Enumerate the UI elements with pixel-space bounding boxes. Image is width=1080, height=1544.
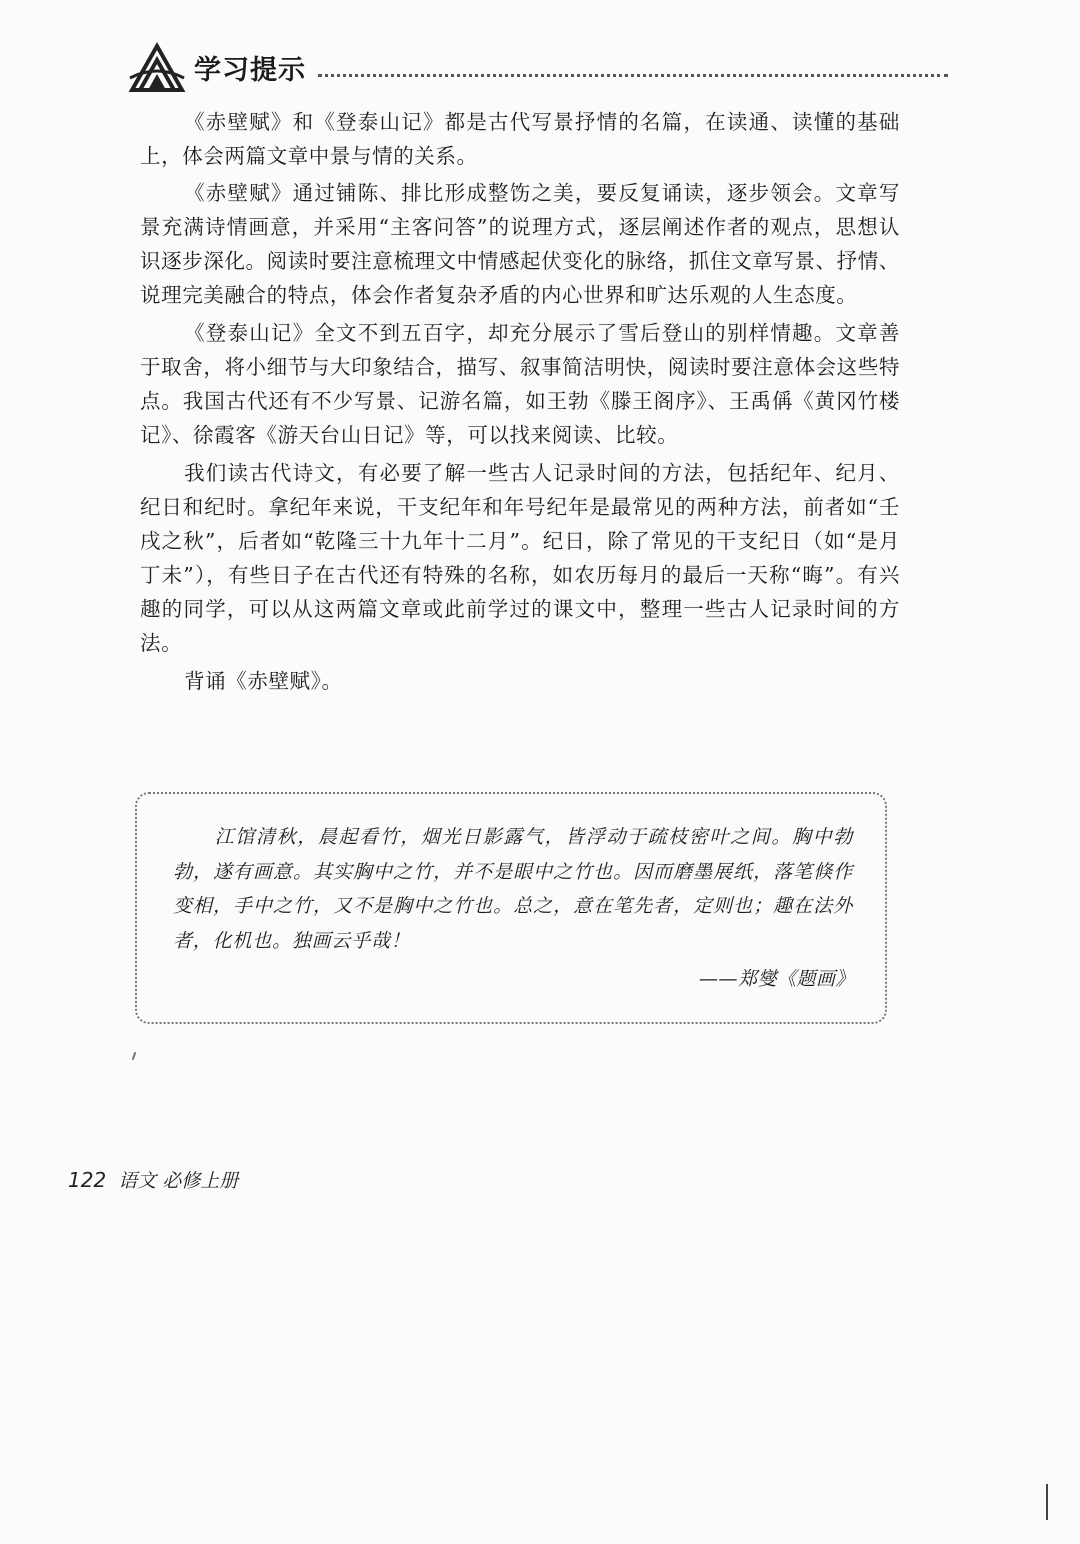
paragraph-recite: 背诵《赤壁赋》。 (184, 669, 343, 693)
mountain-emblem-icon (128, 40, 186, 94)
section-title: 学习提示 (194, 55, 306, 86)
quote-text: 江馆清秋，晨起看竹，烟光日影露气，皆浮动于疏枝密叶之间。胸中勃勃，遂有画意。其实胸中之竹，并不是眼中之竹也。因而磨墨展纸，落笔倏作变相，手中之竹，又不是胸中之竹也。总之，意在笔先者，定则也；趣在法外者，化机也。独画云乎哉！ (173, 826, 853, 952)
quote-source: ——郑燮《题画》 (698, 968, 855, 990)
header-dotted-rule (318, 74, 948, 77)
paragraph-intro: 《赤壁赋》和《登泰山记》都是古代写景抒情的名篇，在读通、读懂的基础上，体会两篇文章中景与情的关系。 (140, 110, 900, 168)
book-title: 语文 必修上册 (118, 1170, 239, 1192)
paragraph-chibifu: 《赤壁赋》通过铺陈、排比形成整饬之美，要反复诵读，逐步领会。文章写景充满诗情画意，并采用“主客问答”的说理方式，逐层阐述作者的观点，思想认识逐步深化。阅读时要注意梳理文中情感起伏变化的脉络，抓住文章写景、抒情、说理完美融合的特点，体会作者复杂矛盾的内心世界和旷达乐观的人生态度。 (140, 181, 900, 307)
paragraph-time-recording: 我们读古代诗文，有必要了解一些古人记录时间的方法，包括纪年、纪月、纪日和纪时。拿纪年来说，干支纪年和年号纪年是最常见的两种方法，前者如“壬戌之秋”，后者如“乾隆三十九年十二月”。纪日，除了常见的干支纪日（如“是月丁未”），有些日子在古代还有特殊的名称，如农历每月的最后一天称“晦”。有兴趣的同学，可以从这两篇文章或此前学过的课文中，整理一些古人记录时间的方法。 (140, 461, 900, 655)
study-tips-body (140, 105, 900, 698)
section-header (128, 38, 948, 98)
quote-box (135, 792, 887, 1024)
paragraph-taishan: 《登泰山记》全文不到五百字，却充分展示了雪后登山的别样情趣。文章善于取舍，将小细节与大印象结合，描写、叙事简洁明快，阅读时要注意体会这些特点。我国古代还有不少写景、记游名篇，如王勃《滕王阁序》、王禹偁《黄冈竹楼记》、徐霞客《游天台山日记》等，可以找来阅读、比较。 (140, 321, 900, 447)
page-footer (68, 1166, 238, 1193)
page-number: 122 (68, 1168, 107, 1192)
scan-edge-mark (1046, 1484, 1048, 1520)
scan-speck (132, 1052, 137, 1060)
